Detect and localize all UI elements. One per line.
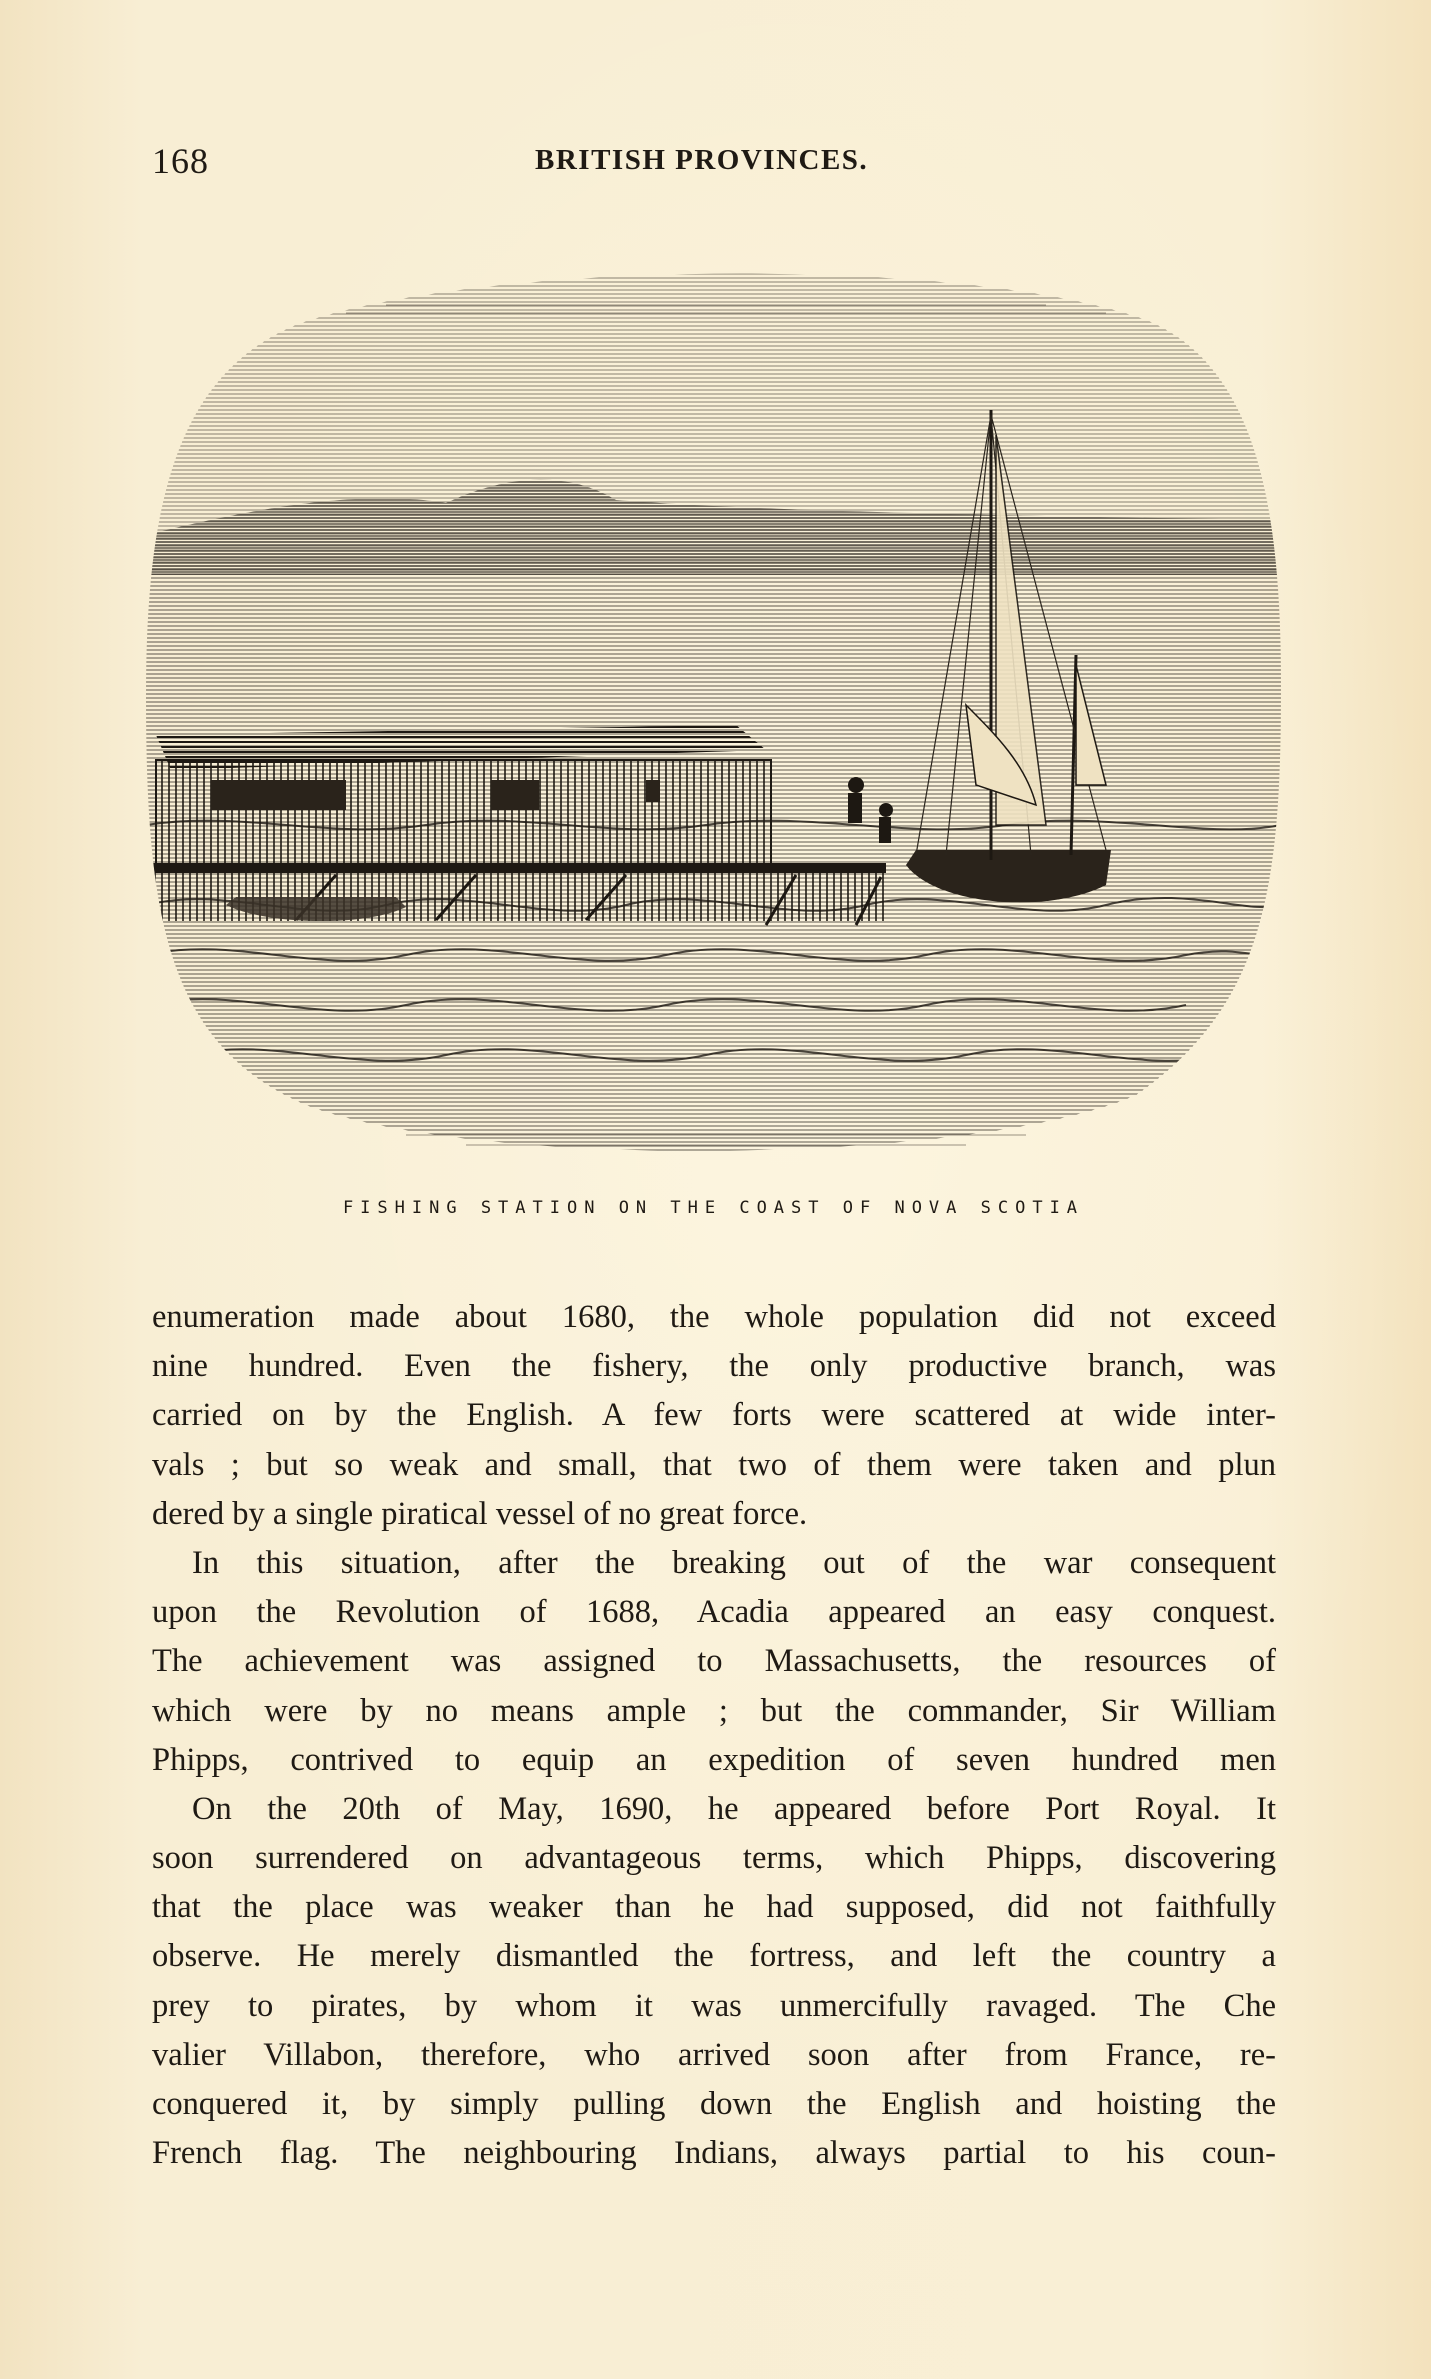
engraving-scene [146, 265, 1281, 1170]
running-head: BRITISH PROVINCES. [535, 144, 869, 176]
text-line: observe. He merely dismantled the fortress, and left the country a [152, 1938, 1276, 1975]
text-line: which were by no means ample ; but the commander, Sir William [152, 1692, 1276, 1729]
text-line: conquered it, by simply pulling down the English and hoisting the [152, 2086, 1276, 2122]
engraving-svg [146, 265, 1281, 1170]
text-line: enumeration made about 1680, the whole population did not exceed [152, 1299, 1276, 1335]
text-line: carried on by the English. A few forts were scattered at wide inter- [152, 1397, 1276, 1434]
paragraph-start-line: In this situation, after the breaking out of the war consequent [192, 1544, 1276, 1581]
shed-window [211, 780, 346, 810]
text-line: French flag. The neighbouring Indians, always partial to his coun- [152, 2135, 1276, 2172]
fishing-station-engraving [146, 265, 1281, 1170]
text-line: valier Villabon, therefore, who arrived soon after from France, re- [152, 2036, 1276, 2073]
text-line: nine hundred. Even the fishery, the only productive branch, was [152, 1348, 1276, 1385]
shed-window [491, 780, 539, 810]
text-line: dered by a single piratical vessel of no great force. [152, 1495, 808, 1532]
text-line: vals ; but so weak and small, that two of them were taken and plun [152, 1446, 1276, 1483]
text-line: Phipps, contrived to equip an expedition of seven hundred men [152, 1741, 1276, 1778]
shed-wall [156, 760, 771, 865]
text-line: The achievement was assigned to Massachusetts, the resources of [152, 1643, 1276, 1680]
body-text [152, 1293, 1276, 2178]
text-line: soon surrendered on advantageous terms, which Phipps, discovering [152, 1840, 1276, 1877]
text-line: that the place was weaker than he had supposed, did not faithfully [152, 1889, 1276, 1926]
text-line: upon the Revolution of 1688, Acadia appeared an easy conquest. [152, 1594, 1276, 1631]
page-number: 168 [152, 141, 209, 181]
page-header [152, 140, 1282, 190]
wharf-deck [146, 863, 886, 873]
paragraph-start-line: On the 20th of May, 1690, he appeared before Port Royal. It [192, 1790, 1276, 1827]
illustration-caption: FISHING STATION ON THE COAST OF NOVA SCOTIA [342, 1198, 1085, 1218]
shed-window [646, 780, 660, 802]
text-line: prey to pirates, by whom it was unmercifully ravaged. The Che [152, 1987, 1276, 2024]
